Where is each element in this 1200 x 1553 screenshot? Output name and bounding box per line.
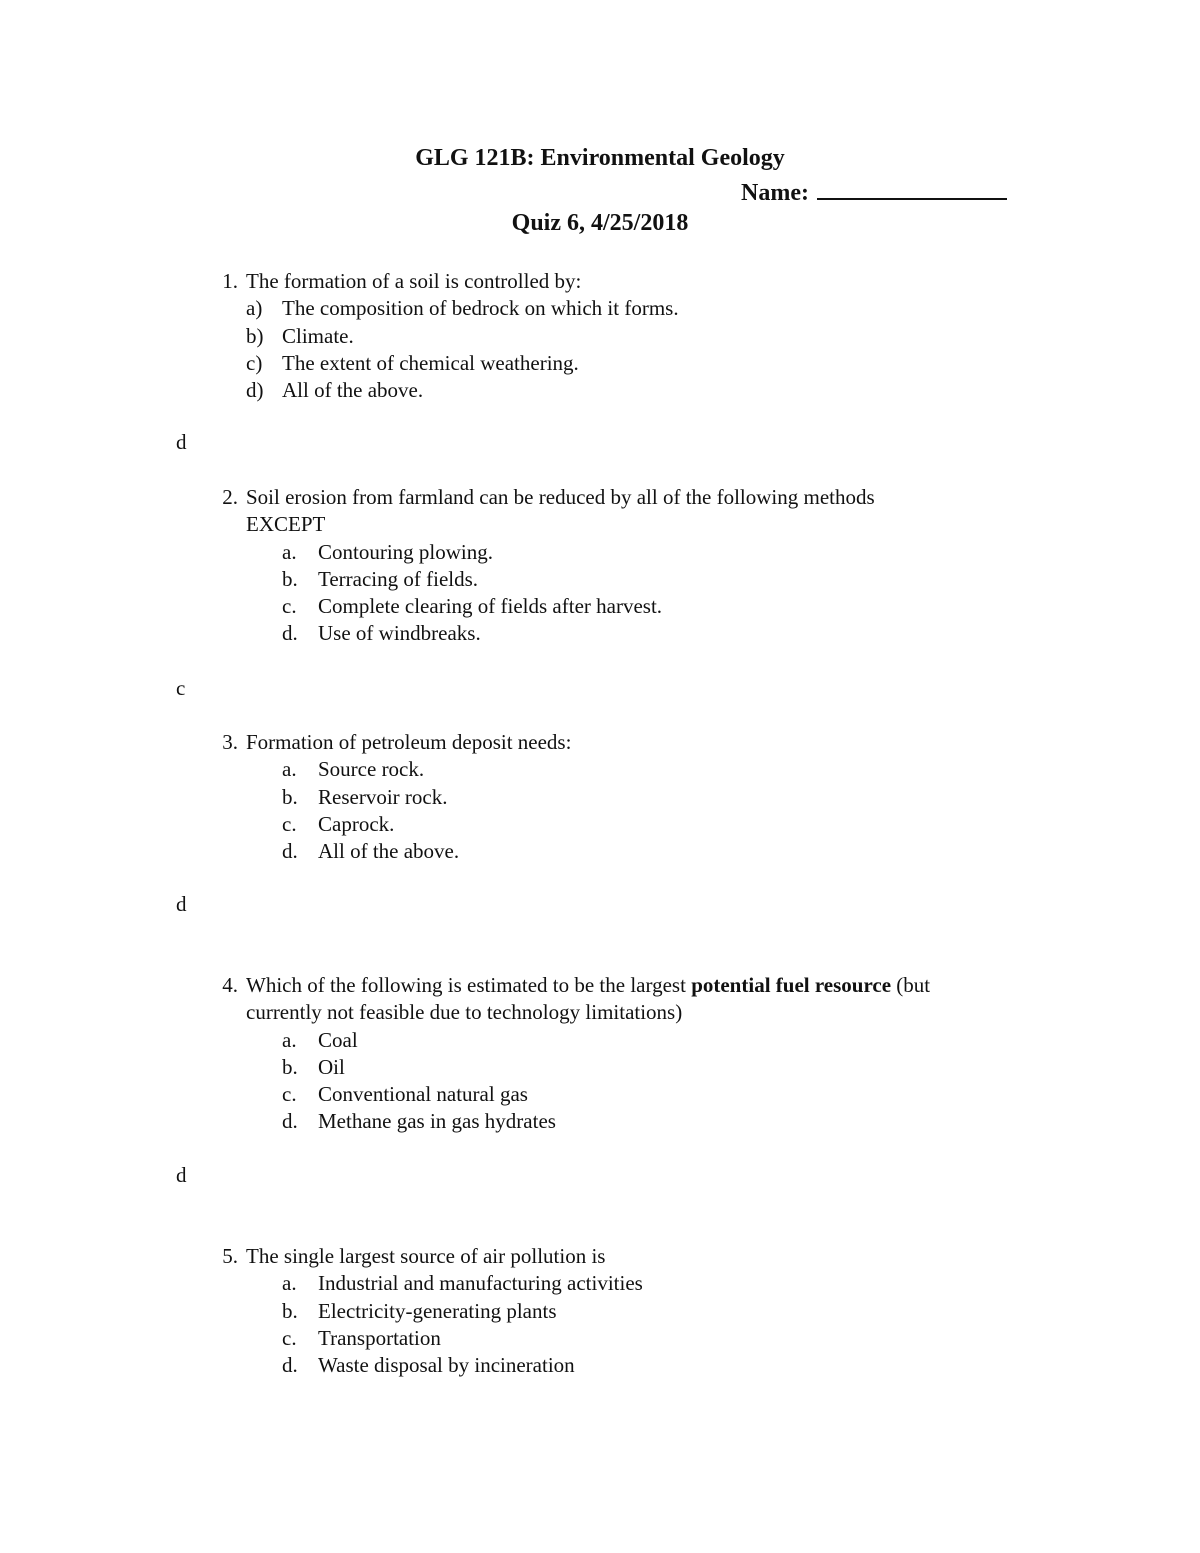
question-stem: [222, 484, 875, 511]
option-label: d): [246, 378, 264, 403]
question-text: currently not feasible due to technology limitations): [246, 1000, 683, 1025]
option-b: [282, 1298, 605, 1325]
option-text: Use of windbreaks.: [318, 621, 481, 646]
option-text: Climate.: [282, 323, 354, 348]
question-3: [222, 729, 572, 865]
option-text: Reservoir rock.: [318, 784, 448, 809]
answer-4: d: [176, 1163, 187, 1187]
option-a: [282, 539, 875, 566]
option-a: [246, 295, 679, 322]
question-stem-continued: [246, 511, 875, 538]
question-stem: [222, 268, 582, 295]
question-number: 5.: [222, 1244, 238, 1268]
option-label: d.: [282, 1353, 298, 1378]
question-2: [222, 484, 875, 648]
option-text: The extent of chemical weathering.: [282, 350, 579, 375]
option-c: [282, 593, 875, 620]
option-a: [282, 756, 571, 783]
answer-3: d: [176, 892, 187, 916]
question-stem: [222, 972, 931, 999]
answer-1: d: [176, 430, 187, 454]
option-text: Methane gas in gas hydrates: [318, 1109, 556, 1134]
option-text: The composition of bedrock on which it forms.: [282, 296, 679, 321]
option-text: Industrial and manufacturing activities: [318, 1271, 643, 1296]
option-c: [282, 811, 571, 838]
option-text: Caprock.: [318, 811, 395, 836]
option-c: [282, 1081, 930, 1108]
question-text: EXCEPT: [246, 512, 326, 537]
question-5: [222, 1243, 643, 1379]
option-label: a): [246, 296, 263, 321]
question-number: 1.: [222, 269, 238, 293]
option-text: Coal: [318, 1027, 358, 1052]
option-text: Transportation: [318, 1325, 441, 1350]
option-b: [282, 566, 875, 593]
option-label: a.: [282, 1027, 297, 1052]
name-field: [741, 176, 1007, 209]
option-text: Complete clearing of fields after harvest.: [318, 594, 663, 619]
option-label: b.: [282, 566, 298, 591]
option-label: c.: [282, 1325, 297, 1350]
question-4: [222, 972, 931, 1136]
option-d: [282, 620, 875, 647]
option-a: [282, 1270, 643, 1297]
question-stem: [222, 1243, 606, 1270]
question-stem: [222, 729, 572, 756]
question-text: Formation of petroleum deposit needs:: [246, 730, 572, 754]
option-label: c.: [282, 1082, 297, 1107]
option-a: [282, 1027, 930, 1054]
option-label: c): [246, 350, 263, 375]
option-b: [282, 1054, 930, 1081]
question-stem-continued: [246, 999, 930, 1026]
option-c: [282, 1325, 605, 1352]
option-label: b): [246, 323, 264, 348]
option-label: b.: [282, 1054, 298, 1079]
option-text: Source rock.: [318, 757, 425, 782]
option-label: d.: [282, 621, 298, 646]
question-number: 4.: [222, 973, 238, 997]
option-text: All of the above.: [282, 378, 424, 403]
quiz-subtitle: Quiz 6, 4/25/2018: [511, 210, 689, 236]
option-label: b.: [282, 1298, 298, 1323]
question-text-start: Which of the following is estimated to be the largest: [246, 973, 692, 997]
option-label: c.: [282, 811, 297, 836]
option-label: c.: [282, 594, 297, 619]
option-label: a.: [282, 757, 297, 782]
option-b: [282, 784, 571, 811]
option-c: [246, 350, 581, 377]
option-text: Terracing of fields.: [318, 566, 479, 591]
question-text-end: (but: [891, 973, 931, 997]
question-text: Soil erosion from farmland can be reduced by all of the following methods: [246, 485, 875, 509]
option-text: Waste disposal by incineration: [318, 1353, 575, 1378]
option-label: d.: [282, 1109, 298, 1134]
option-text: All of the above.: [318, 839, 460, 864]
option-text: Contouring plowing.: [318, 539, 494, 564]
option-d: [282, 838, 571, 865]
question-1: [222, 268, 679, 404]
option-text: Oil: [318, 1054, 345, 1079]
option-label: a.: [282, 539, 297, 564]
question-text: The formation of a soil is controlled by:: [246, 269, 582, 293]
question-number: 2.: [222, 485, 238, 509]
option-d: [282, 1352, 605, 1379]
name-blank-line: [817, 176, 1007, 200]
option-b: [246, 323, 581, 350]
option-label: b.: [282, 784, 298, 809]
option-label: d.: [282, 839, 298, 864]
option-label: a.: [282, 1271, 297, 1296]
answer-2: c: [176, 676, 186, 700]
question-number: 3.: [222, 730, 238, 754]
option-d: [246, 377, 581, 404]
question-text-bold: potential fuel resource: [691, 973, 892, 997]
option-text: Electricity-generating plants: [318, 1298, 557, 1323]
question-text: The single largest source of air pollution is: [246, 1244, 606, 1268]
option-d: [282, 1108, 930, 1135]
option-text: Conventional natural gas: [318, 1082, 528, 1107]
document-title: GLG 121B: Environmental Geology: [415, 145, 785, 171]
name-label: Name:: [741, 180, 809, 206]
